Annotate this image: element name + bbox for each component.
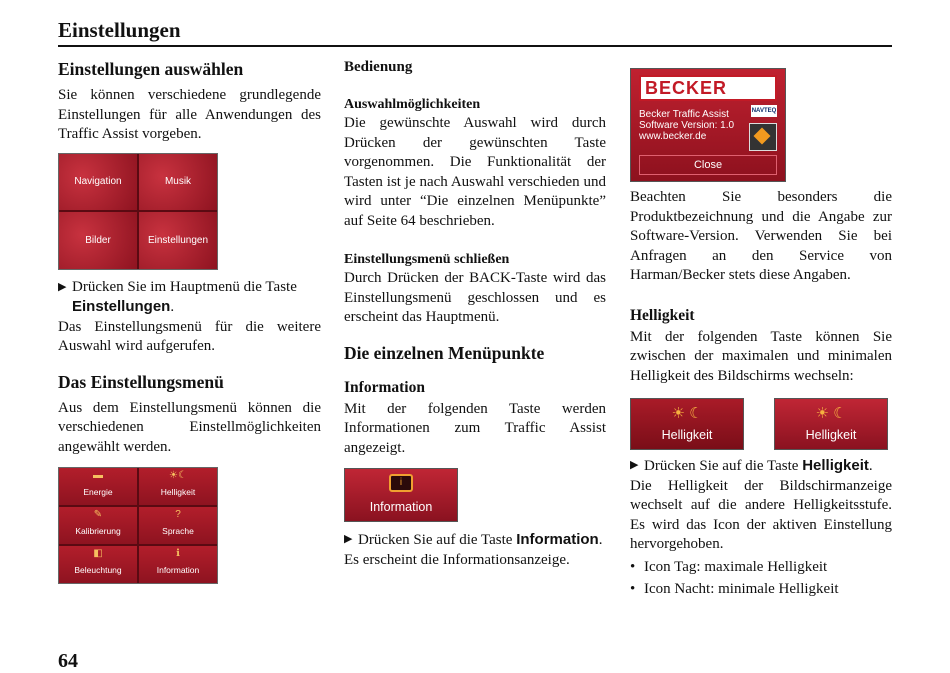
sun-moon-icon: ☀ ☾: [815, 404, 847, 422]
column-left: [58, 58, 321, 584]
heading-helligkeit: Helligkeit: [630, 306, 695, 324]
tile-information: [139, 546, 217, 583]
becker-logo: BECKER: [639, 75, 777, 101]
sun-moon-icon: ☀ ☾: [671, 404, 703, 422]
instruction-step: [58, 278, 321, 318]
tile-sprache: [139, 507, 217, 544]
menu-tile-musik: Musik: [139, 154, 217, 211]
wechsel-paragraph: Die Helligkeit der Bildschirmanzeige wechselt auf die andere Helligkeitsstufe. Es wird das Icon der aktiven Einstellung hervorgehoben.: [630, 477, 892, 552]
list-item: [630, 580, 892, 600]
tile-label: Energie: [83, 486, 113, 497]
helligkeit-night-button-image: [774, 398, 888, 450]
language-icon: ?: [175, 508, 181, 520]
tile-kalibrierung: [59, 507, 137, 544]
helligkeit-buttons: [630, 398, 888, 450]
column-middle: [344, 58, 606, 570]
tile-label: Helligkeit: [160, 486, 196, 497]
column-right: [630, 58, 892, 600]
light-icon: ◧: [93, 547, 103, 559]
info-button-label: Information: [369, 499, 433, 514]
helligkeit-day-button-image: [630, 398, 744, 450]
instruction-step: [344, 530, 606, 551]
main-menu-screenshot: [58, 153, 218, 270]
step-text: Drücken Sie auf die Taste: [358, 532, 517, 548]
menu-tile-einstellungen: Einstellungen: [139, 212, 217, 269]
info-icon: i: [389, 474, 413, 492]
bullet-text: Icon Nacht: minimale Helligkeit: [644, 581, 839, 597]
step-key: Helligkeit: [802, 457, 869, 474]
tile-label: Kalibrierung: [75, 525, 121, 536]
step-text: Drücken Sie im Hauptmenü die Taste: [72, 278, 297, 295]
heading-das-einstellungsmenue: Das Einstellungsmenü: [58, 371, 224, 392]
close-button: Close: [639, 155, 777, 175]
tile-label: Information: [156, 564, 200, 575]
result-paragraph: Es erscheint die Informationsanzeige.: [344, 551, 570, 568]
navigon-icon: [749, 123, 777, 151]
step-suffix: .: [598, 532, 603, 548]
step-key: Information: [516, 531, 599, 548]
page-title: Einstellungen: [58, 18, 892, 47]
step-key: Einstellungen: [72, 298, 171, 315]
tile-beleuchtung: [59, 546, 137, 583]
step-text: Drücken Sie auf die Taste: [644, 458, 803, 474]
settings-menu-screenshot: [58, 467, 218, 584]
information-button-image: [344, 468, 458, 522]
tile-energie: [59, 468, 137, 505]
page-number: 64: [58, 650, 78, 672]
heading-information: Information: [344, 378, 425, 396]
heading-bedienung: Bedienung: [344, 59, 413, 75]
menu-tile-navigation: Navigation: [59, 154, 137, 211]
intro-paragraph: Sie können verschiedene grundlegende Einstellungen für alle Anwendungen des Traffic Assist vorgeben.: [58, 87, 321, 142]
tile-label: Sprache: [162, 525, 194, 536]
pen-icon: ✎: [93, 508, 103, 520]
bullet-icon: •: [630, 558, 636, 575]
information-paragraph: Mit der folgenden Taste werden Informationen zum Traffic Assist angezeigt.: [344, 400, 606, 456]
info-icon: ℹ: [176, 547, 180, 559]
step-suffix: .: [868, 458, 873, 474]
list-item: [630, 558, 892, 578]
result-paragraph: Das Einstellungsmenü für die weitere Auswahl wird aufgerufen.: [58, 318, 321, 354]
hell-label: Helligkeit: [805, 427, 857, 442]
menu-paragraph: Aus dem Einstellungsmenü können die verschiedenen Einstellmöglichkeiten angewählt werden.: [58, 399, 321, 455]
beachten-paragraph: Beachten Sie besonders die Produktbezeichnung und die Angabe zur Software-Version. Verwenden Sie bei Anfragen an den Service von Harman/Becker stets diese Angaben.: [630, 189, 892, 283]
tile-helligkeit: [139, 468, 217, 505]
info-dialog-screenshot: [630, 68, 786, 182]
tile-label: Beleuchtung: [74, 564, 122, 575]
arrow-right-icon: ▶: [58, 280, 67, 293]
auswahl-paragraph: Die gewünschte Auswahl wird durch Drücken der gewünschten Taste vorgenommen. Die Funktionalität der Tasten ist je nach Auswahl verschieden und wird unter “Die einzelnen Menüpunkte” auf Seite 64 beschrieben.: [344, 115, 606, 229]
sun-moon-icon: ☀☾: [169, 469, 187, 481]
dialog-line: www.becker.de: [639, 131, 707, 142]
heading-einzelne-menuepunkte: Die einzelnen Menüpunkte: [344, 342, 545, 363]
menu-tile-bilder: Bilder: [59, 212, 137, 269]
instruction-step: [630, 456, 892, 477]
dialog-line: Software Version: 1.0: [639, 120, 735, 131]
arrow-right-icon: ▶: [344, 533, 353, 545]
bullet-icon: •: [630, 581, 636, 597]
heading-menue-schliessen: Einstellungsmenü schließen: [344, 252, 510, 267]
navteq-logo: NAVTEQ: [751, 105, 777, 117]
step-suffix: .: [170, 299, 175, 315]
arrow-right-icon: ▶: [630, 459, 639, 471]
bullet-text: Icon Tag: maximale Helligkeit: [644, 558, 828, 575]
heading-einstellungen-auswaehlen: Einstellungen auswählen: [58, 59, 244, 79]
hell-label: Helligkeit: [661, 427, 713, 442]
heading-auswahlmoeglichkeiten: Auswahlmöglichkeiten: [344, 97, 481, 112]
dialog-line: Becker Traffic Assist: [639, 109, 729, 120]
schliessen-paragraph: Durch Drücken der BACK-Taste wird das Einstellungsmenü geschlossen und es erscheint das Hauptmenü.: [344, 270, 606, 325]
battery-icon: ▬: [93, 469, 103, 481]
helligkeit-paragraph: Mit der folgenden Taste können Sie zwischen der maximalen und minimalen Helligkeit des Bildschirms wechseln:: [630, 328, 892, 384]
